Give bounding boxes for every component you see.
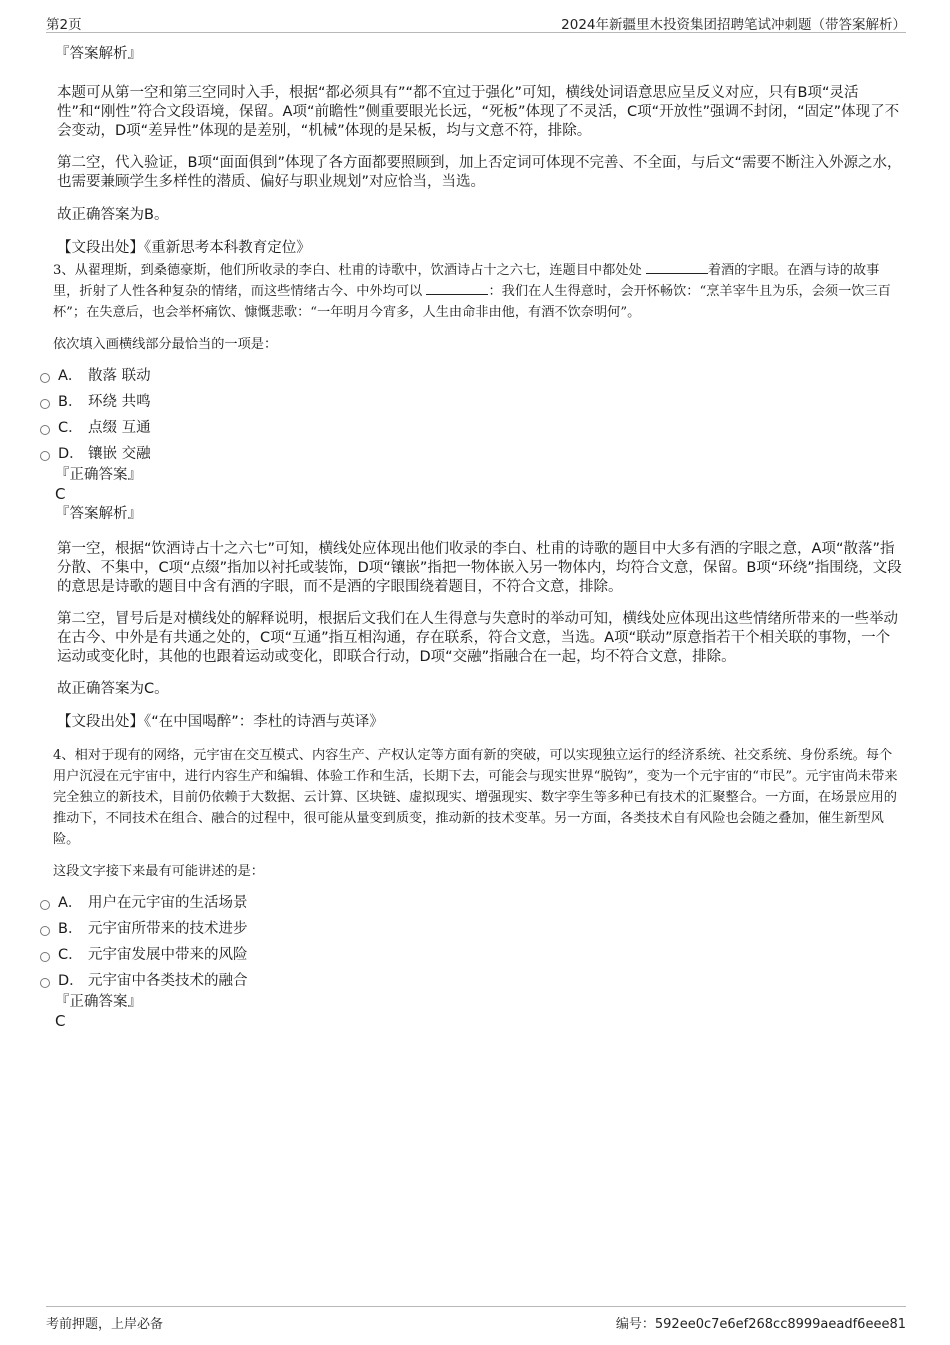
q4-option-d[interactable]: D． 元宇宙中各类技术的融合 <box>0 971 904 997</box>
q4-option-c[interactable]: C． 元宇宙发展中带来的风险 <box>0 945 904 971</box>
radio-icon[interactable] <box>40 952 50 962</box>
q4-answer-label: 『正确答案』 <box>55 994 142 1010</box>
q3-options <box>0 366 904 470</box>
q3-analysis-label: 『答案解析』 <box>55 506 142 522</box>
q2-analysis-paragraph-1: 本题可从第一空和第三空同时入手，根据“都必须具有”“都不宜过于强化”可知，横线处词语意思应呈反义对应，只有B项“灵活性”和“刚性”符合文段语境，保留。A项“前瞻性”侧重要眼光长远，“死板”体现了不灵活，C项“开放性”强调不封闭，“固定”体现了不会变动，D项“差异性”体现的是差别，“机械”体现的是呆板，均与文意不符，排除。 <box>57 85 900 139</box>
document-id: 编号：592ee0c7e6ef268cc8999aeadf6eee81 <box>615 1317 906 1332</box>
q3-prompt: 依次填入画横线部分最恰当的一项是： <box>53 337 278 352</box>
radio-icon[interactable] <box>40 425 50 435</box>
q3-conclusion: 故正确答案为C。 <box>57 681 169 697</box>
q3-option-b[interactable]: B． 环绕 共鸣 <box>0 392 904 418</box>
radio-icon[interactable] <box>40 978 50 988</box>
q4-question-text: 4、相对于现有的网络，元宇宙在交互模式、内容生产、产权认定等方面有新的突破，可以实现独立运行的经济系统、社交系统、身份系统。每个用户沉浸在元宇宙中，进行内容生产和编辑、体验工作和生活，长期下去，可能会与现实世界“脱钩”，变为一个元宇宙的“市民”。元宇宙尚未带来完全独立的新技术，目前仍依赖于大数据、云计算、区块链、虚拟现实、增强现实、数字孪生等多种已有技术的汇聚整合。一方面，在场景应用的推动下，不同技术在组合、融合的过程中，很可能从量变到质变，推动新的技术变革。另一方面，各类技术自有风险也会随之叠加，催生新型风险。 <box>53 748 898 847</box>
radio-icon[interactable] <box>40 399 50 409</box>
radio-icon[interactable] <box>40 900 50 910</box>
q3-option-a[interactable]: A． 散落 联动 <box>0 366 904 392</box>
q3-analysis-paragraph-1: 第一空，根据“饮酒诗占十之六七”可知，横线处应体现出他们收录的李白、杜甫的诗歌的题目中大多有酒的字眼之意，A项“散落”指分散、不集中，C项“点缀”指加以衬托或装饰，D项“镶嵌”指把一物体嵌入另一物体内，均符合文意，保留。B项“环绕”指围绕，文段的意思是诗歌的题目中含有酒的字眼，而不是酒的字眼围绕着题目，不符合文意，排除。 <box>57 541 902 595</box>
q2-conclusion: 故正确答案为B。 <box>57 207 169 223</box>
q4-options <box>0 893 904 997</box>
q2-source: 【文段出处】《重新思考本科教育定位》 <box>57 240 311 256</box>
q3-blank-1 <box>646 261 708 274</box>
document-title: 2024年新疆里木投资集团招聘笔试冲刺题（带答案解析） <box>561 17 906 33</box>
page-number: 第2页 <box>46 17 82 33</box>
q2-analysis-paragraph-2: 第二空，代入验证，B项“面面俱到”体现了各方面都要照顾到，加上否定词可体现不完善、不全面，与后文“需要不断注入外源之水，也需要兼顾学生多样性的潜质、偏好与职业规划”对应恰当，当选。 <box>57 155 902 190</box>
q3-source: 【文段出处】《“在中国喝醉”：李杜的诗酒与英译》 <box>57 714 384 730</box>
q3-option-c[interactable]: C． 点缀 互通 <box>0 418 904 444</box>
q3-option-d[interactable]: D． 镶嵌 交融 <box>0 444 904 470</box>
q3-question-text: 3、从翟理斯，到桑德豪斯，他们所收录的李白、杜甫的诗歌中，饮酒诗占十之六七，连题目中都处处 着酒的字眼。在酒与诗的故事里，折射了人性各种复杂的情绪，而这些情绪古今、中外均可以 ：我们在人生得意时，会开怀畅饮：“烹羊宰牛且为乐，会须一饮三百杯”；在失意后，也会举杯痛饮、慷慨悲歌：“一年明月今宵多，人生由命非由他，有酒不饮奈明何”。 <box>53 263 891 320</box>
page-content <box>53 44 904 1031</box>
q4-prompt: 这段文字接下来最有可能讲述的是： <box>53 864 264 879</box>
q2-analysis-label: 『答案解析』 <box>55 46 142 62</box>
q4-answer: C <box>55 1012 66 1030</box>
radio-icon[interactable] <box>40 373 50 383</box>
q3-answer-label: 『正确答案』 <box>55 467 142 483</box>
footer-slogan: 考前押题，上岸必备 <box>46 1317 164 1332</box>
radio-icon[interactable] <box>40 926 50 936</box>
q3-blank-2 <box>426 282 488 295</box>
q3-analysis-paragraph-2: 第二空，冒号后是对横线处的解释说明，根据后文我们在人生得意与失意时的举动可知，横线处应体现出这些情绪所带来的一些举动在古今、中外是有共通之处的，C项“互通”指互相沟通，存在联系，符合文意，当选。A项“联动”原意指若干个相关联的事物，一个运动或变化时，其他的也跟着运动或变化，即联合行动，D项“交融”指融合在一起，均不符合文意，排除。 <box>57 611 898 665</box>
page-header <box>46 10 906 33</box>
q3-answer: C <box>55 485 66 503</box>
q4-option-a[interactable]: A． 用户在元宇宙的生活场景 <box>0 893 904 919</box>
page-footer <box>46 1306 906 1331</box>
q4-option-b[interactable]: B． 元宇宙所带来的技术进步 <box>0 919 904 945</box>
radio-icon[interactable] <box>40 451 50 461</box>
